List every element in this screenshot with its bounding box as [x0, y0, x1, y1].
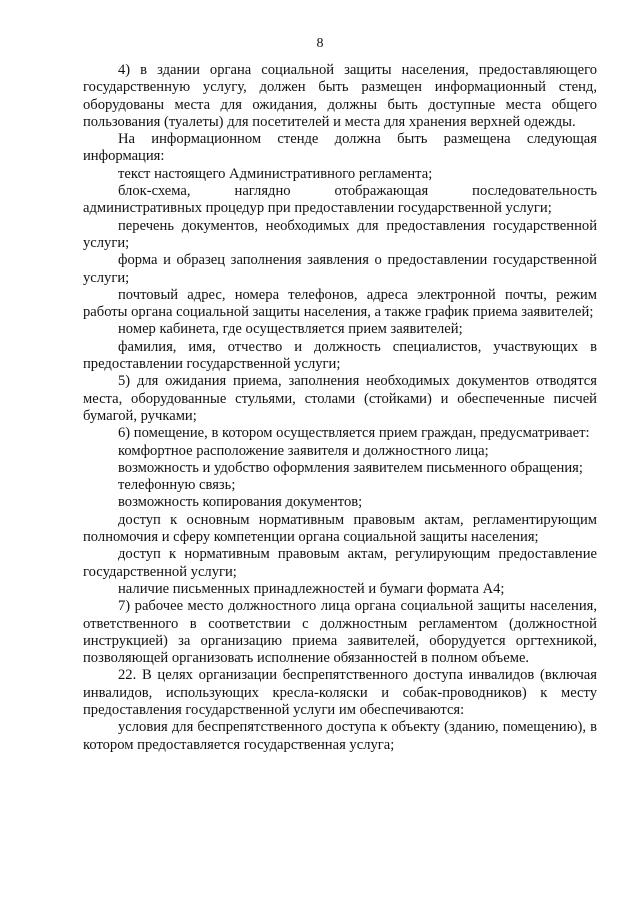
- paragraph-specialists: фамилия, имя, отчество и должность специалистов, участвующих в предоставлении государственной услуги;: [83, 338, 597, 373]
- paragraph-written-appeal: возможность и удобство оформления заявителем письменного обращения;: [118, 459, 583, 476]
- paragraph-documents-list: перечень документов, необходимых для предоставления государственной услуги;: [83, 217, 597, 251]
- paragraph-item-5-waiting-area: 5) для ожидания приема, заполнения необходимых документов отводятся места, оборудованные стульями, столами (стойками) и обеспеченные писчей бумагой, ручками;: [83, 373, 597, 424]
- paragraph-info-stand-intro: На информационном стенде должна быть размещена следующая информация:: [83, 131, 597, 165]
- paragraph-access-conditions: условия для беспрепятственного доступа к объекту (зданию, помещению), в котором предоставляется государственная услуга;: [83, 719, 597, 753]
- page-number: 8: [316, 36, 324, 51]
- paragraph-application-form: форма и образец заполнения заявления о предоставлении государственной услуги;: [83, 252, 597, 286]
- paragraph-item-6-premises: 6) помещение, в котором осуществляется прием граждан, предусматривает:: [118, 425, 590, 442]
- paragraph-copying: возможность копирования документов;: [118, 494, 363, 511]
- paragraph-regulation-text: текст настоящего Административного регламента;: [118, 165, 433, 182]
- paragraph-item-7-workplace: 7) рабочее место должностного лица органа социальной защиты населения, ответственного в соответствии с должностным регламентом (должностной инструкцией) за организацию приема заявителей, оборудуется оргтехникой, позволяющей организовать исполнение обязанностей в полном объеме.: [83, 598, 597, 667]
- paragraph-telephone: телефонную связь;: [118, 477, 236, 494]
- paragraph-contacts-schedule: почтовый адрес, номера телефонов, адреса электронной почты, режим работы органа социальной защиты населения, а также график приема заявителей;: [83, 286, 597, 321]
- paragraph-office-number: номер кабинета, где осуществляется прием заявителей;: [118, 321, 463, 338]
- paragraph-stationery: наличие письменных принадлежностей и бумаги формата А4;: [118, 580, 505, 597]
- paragraph-item-4-waiting-places: 4) в здании органа социальной защиты населения, предоставляющего государственную услугу, должен быть размещен информационный стенд, оборудованы места для ожидания, должны быть доступные места общего пользования (туалеты) для посетителей и места для хранения верхней одежды.: [83, 62, 597, 130]
- paragraph-service-acts-access: доступ к нормативным правовым актам, регулирующим предоставление государственной услуги;: [83, 546, 597, 580]
- paragraph-item-22-accessibility: 22. В целях организации беспрепятственного доступа инвалидов (включая инвалидов, использующих кресла-коляски и собак-проводников) к месту предоставления государственной услуги им обеспечиваются:: [83, 667, 597, 718]
- paragraph-comfortable-arrangement: комфортное расположение заявителя и должностного лица;: [118, 442, 489, 459]
- paragraph-flowchart: блок-схема, наглядно отображающая последовательность административных процедур при предоставлении государственной услуги;: [83, 183, 597, 217]
- document-body: [83, 62, 597, 754]
- paragraph-legal-acts-access: доступ к основным нормативным правовым актам, регламентирующим полномочия и сферу компетенции органа социальной защиты населения;: [83, 511, 597, 546]
